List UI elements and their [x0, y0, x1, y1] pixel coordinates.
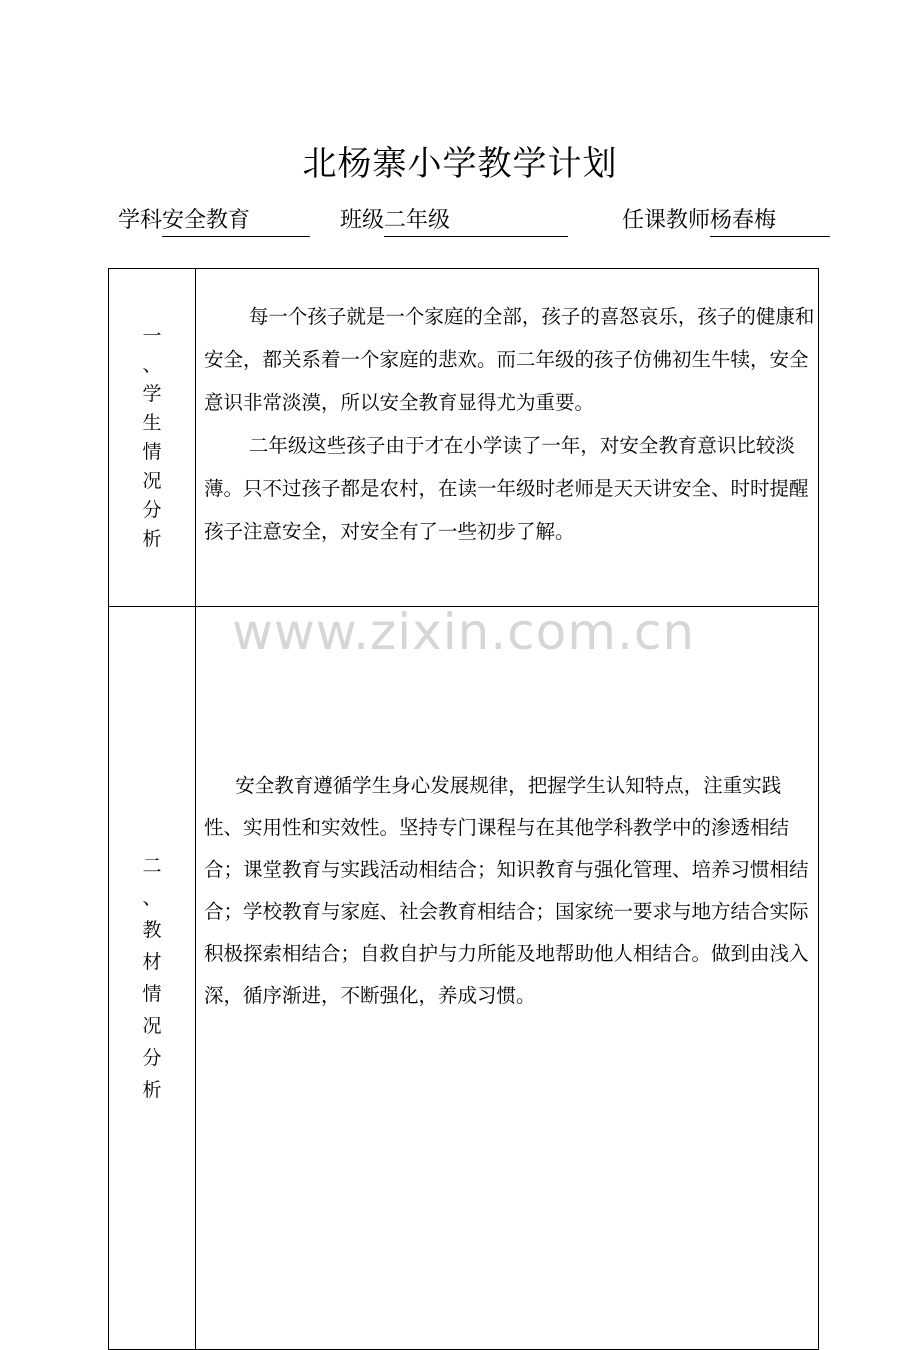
watermark-text: www.zixin.com.cn: [232, 603, 696, 661]
subject-field: [118, 204, 310, 238]
teacher-field: [622, 204, 830, 238]
teacher-value: 杨春梅: [710, 206, 830, 237]
plan-table: [108, 268, 819, 1350]
class-value: 二年级: [384, 206, 568, 237]
section-content-cell: [196, 269, 819, 607]
teacher-label: 任课教师: [622, 208, 711, 233]
subject-label: 学科: [118, 208, 163, 233]
section-label: 二、教材情况分析: [142, 855, 162, 1101]
section-label: 一、学生情况分析: [142, 324, 162, 550]
section-content-cell: [196, 607, 819, 1350]
paragraph: 二年级这些孩子由于才在小学读了一年，对安全教育意识比较淡薄。只不过孩子都是农村，在读一年级时老师是天天讲安全、时时提醒孩子注意安全，对安全有了一些初步了解。: [204, 434, 809, 543]
table-row: [109, 269, 819, 607]
section-label-cell: [109, 269, 196, 607]
paragraph: 安全教育遵循学生身心发展规律，把握学生认知特点，注重实践性、实用性和实效性。坚持专门课程与在其他学科教学中的渗透相结合；课堂教育与实践活动相结合；知识教育与强化管理、培养习惯相结合；学校教育与家庭、社会教育相结合；国家统一要求与地方结合实际积极探索相结合；自救自护与力所能及地帮助他人相结合。做到由浅入深，循序渐进，不断强化，养成习惯。: [204, 774, 809, 1007]
table-row: [109, 607, 819, 1350]
page-title: 北杨寨小学教学计划: [302, 144, 618, 184]
paragraph: 每一个孩子就是一个家庭的全部，孩子的喜怒哀乐，孩子的健康和安全，都关系着一个家庭的悲欢。而二年级的孩子仿佛初生牛犊，安全意识非常淡漠，所以安全教育显得尤为重要。: [204, 305, 815, 414]
section-label-cell: [109, 607, 196, 1350]
class-field: [340, 204, 568, 238]
class-label: 班级: [340, 208, 385, 233]
subject-value: 安全教育: [162, 206, 310, 237]
